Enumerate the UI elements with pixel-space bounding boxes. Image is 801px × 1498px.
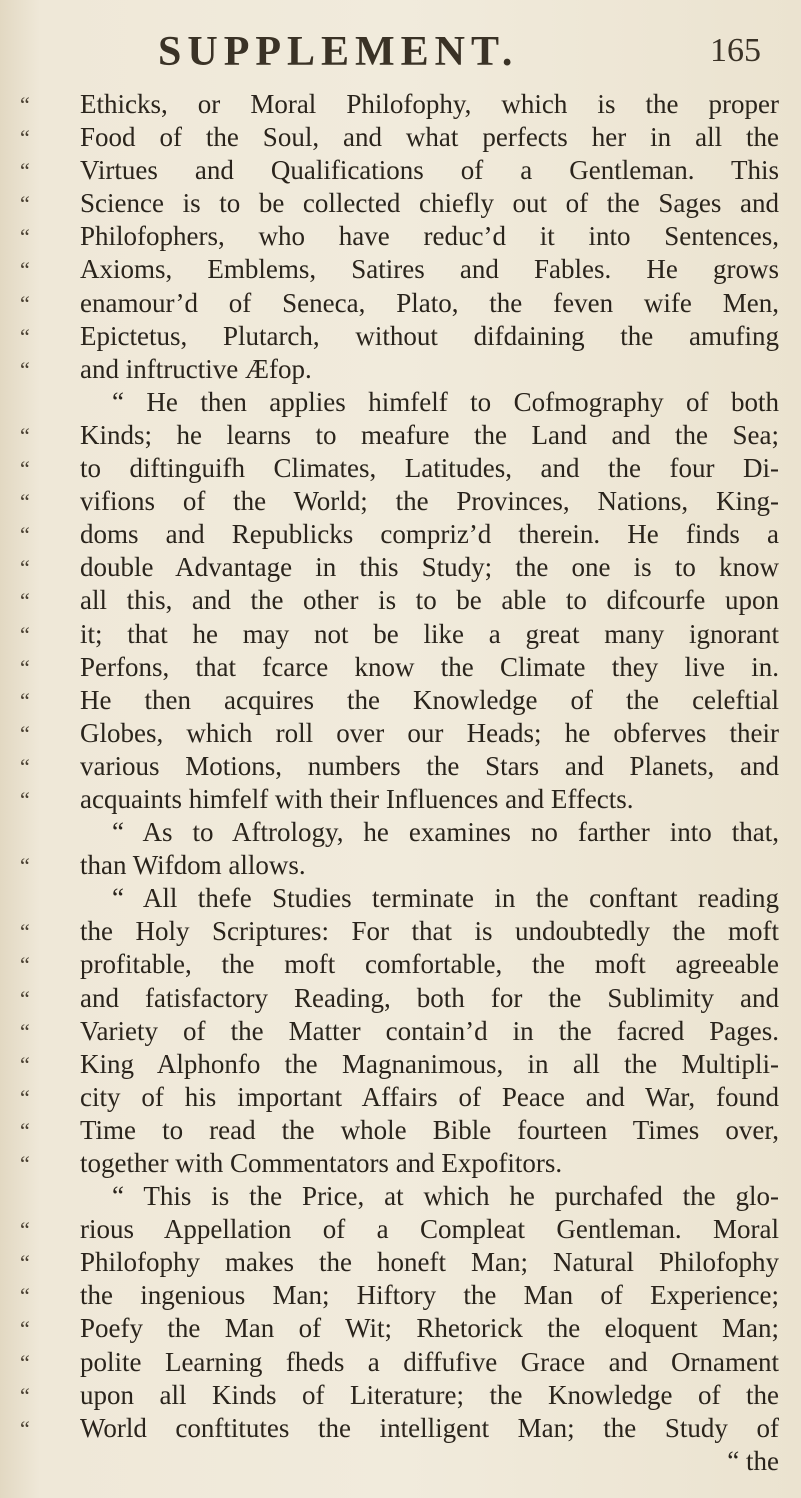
quote-mark: “ [20,456,30,482]
quote-mark: “ [20,1250,30,1276]
text-line [0,750,801,783]
line-text: Philofophy makes the honeft Man; Natural Philofophy [80,1247,779,1278]
text-line [0,948,801,981]
quote-mark: “ [20,1382,30,1408]
quote-mark: “ [20,952,30,978]
line-text: Perfons, that fcarce know the Climate they live in. [80,651,779,682]
text-line [0,1081,801,1114]
text-line [0,353,801,386]
text-line [0,684,801,717]
text-line [0,154,801,187]
line-text: “ All thefe Studies terminate in the conftant reading [112,883,779,914]
text-line [0,783,801,816]
text-line [0,220,801,253]
text-line [0,88,801,121]
text-line [0,452,801,485]
line-text: World conftitutes the intelligent Man; the Study of [80,1412,779,1443]
quote-mark: “ [20,1415,30,1441]
page-number: 165 [710,32,761,69]
text-line [0,187,801,220]
text-line [0,1346,801,1379]
running-head: SUPPLEMENT. [158,29,519,75]
text-line [0,253,801,286]
quote-mark: “ [20,1051,30,1077]
quote-mark: “ [20,1349,30,1375]
quote-mark: “ [20,1117,30,1143]
line-text: and fatisfactory Reading, both for the Sublimity and [80,982,779,1013]
line-text: to diftinguifh Climates, Latitudes, and the four Di- [80,453,779,484]
text-line [0,915,801,948]
text-line [0,651,801,684]
text-line [0,1213,801,1246]
quote-mark: “ [20,92,30,117]
line-text: enamour’d of Seneca, Plato, the feven wife Men, [80,287,779,318]
line-text: “ the [727,1445,779,1476]
text-line [0,287,801,320]
line-text: city of his important Affairs of Peace and War, found [80,1081,779,1112]
line-text: polite Learning fheds a diffufive Grace and Ornament [80,1346,779,1377]
text-line [0,1015,801,1048]
text-line [0,551,801,584]
line-text: King Alphonfo the Magnanimous, in all the Multipli- [80,1048,779,1079]
quote-mark: “ [20,919,30,945]
line-text: profitable, the moft comfortable, the moft agreeable [80,949,779,980]
body-text [0,88,801,1478]
line-text: “ He then applies himfelf to Cofmography of both [112,386,779,417]
quote-mark: “ [20,1084,30,1110]
quote-mark: “ [20,191,30,217]
line-text: it; that he may not be like a great many ignorant [80,618,779,649]
text-line [0,485,801,518]
text-line [0,1379,801,1412]
text-line [0,1279,801,1312]
quote-mark: “ [20,290,30,316]
line-text: Globes, which roll over our Heads; he obferves their [80,717,779,748]
quote-mark: “ [20,753,30,779]
text-line [0,1246,801,1279]
text-line [0,1445,801,1478]
text-line [0,518,801,551]
quote-mark: “ [20,1217,30,1243]
line-text: vifions of the World; the Provinces, Nations, King- [80,486,779,517]
text-line [0,1114,801,1147]
line-text: rious Appellation of a Compleat Gentleman. Moral [80,1214,779,1245]
line-text: doms and Republicks compriz’d therein. He finds a [80,519,779,550]
text-line [0,1412,801,1445]
quote-mark: “ [20,720,30,746]
quote-mark: “ [20,158,30,184]
line-text: Food of the Soul, and what perfects her in all the [80,122,779,153]
line-text: Time to read the whole Bible fourteen Times over, [80,1114,779,1145]
page-header [0,22,801,78]
text-line [0,882,801,915]
line-text: Virtues and Qualifications of a Gentleman. This [80,155,779,186]
line-text: double Advantage in this Study; the one is to know [80,552,779,583]
line-text: Ethicks, or Moral Philofophy, which is the proper [80,89,779,119]
line-text: Axioms, Emblems, Satires and Fables. He grows [80,254,779,285]
line-text: “ This is the Price, at which he purchafed the glo- [112,1181,779,1212]
quote-mark: “ [20,853,30,879]
quote-mark: “ [20,1283,30,1309]
text-line [0,816,801,849]
line-text: acquaints himfelf with their Influences and Effects. [80,783,634,814]
quote-mark: “ [20,257,30,283]
line-text: He then acquires the Knowledge of the celeftial [80,684,779,715]
text-line [0,717,801,750]
text-line [0,1048,801,1081]
line-text: Kinds; he learns to meafure the Land and the Sea; [80,419,779,450]
quote-mark: “ [20,422,30,448]
quote-mark: “ [20,555,30,581]
text-line [0,618,801,651]
quote-mark: “ [20,687,30,713]
quote-mark: “ [20,985,30,1011]
line-text: various Motions, numbers the Stars and Planets, and [80,750,779,781]
quote-mark: “ [20,125,30,151]
line-text: Philofophers, who have reduc’d it into Sentences, [80,221,779,252]
line-text: Epictetus, Plutarch, without difdaining the amufing [80,320,779,351]
quote-mark: “ [20,522,30,548]
line-text: all this, and the other is to be able to difcourfe upon [80,585,779,616]
quote-mark: “ [20,1151,30,1176]
text-line [0,1147,801,1180]
quote-mark: “ [20,323,30,349]
line-text: Science is to be collected chiefly out of the Sages and [80,188,779,219]
quote-mark: “ [20,588,30,614]
text-line [0,1180,801,1213]
quote-mark: “ [20,489,30,515]
line-text: Variety of the Matter contain’d in the facred Pages. [80,1015,779,1046]
line-text: the ingenious Man; Hiftory the Man of Experience; [80,1280,779,1311]
line-text: and inftructive Æfop. [80,353,312,384]
line-text: “ As to Aftrology, he examines no farther into that, [112,817,779,848]
quote-mark: “ [20,621,30,647]
text-line [0,386,801,419]
text-line [0,1312,801,1345]
quote-mark: “ [20,1316,30,1342]
text-line [0,584,801,617]
text-line [0,419,801,452]
quote-mark: “ [20,654,30,680]
text-line [0,121,801,154]
line-text: upon all Kinds of Literature; the Knowledge of the [80,1379,779,1410]
quote-mark: “ [20,786,30,812]
text-line [0,320,801,353]
text-line [0,982,801,1015]
text-line [0,849,801,882]
line-text: Poefy the Man of Wit; Rhetorick the eloquent Man; [80,1313,779,1344]
quote-mark: “ [20,356,30,382]
line-text: the Holy Scriptures: For that is undoubtedly the moft [80,916,779,947]
line-text: than Wifdom allows. [80,850,306,881]
line-text: together with Commentators and Expofitors. [80,1148,563,1178]
quote-mark: “ [20,224,30,250]
quote-mark: “ [20,1018,30,1044]
